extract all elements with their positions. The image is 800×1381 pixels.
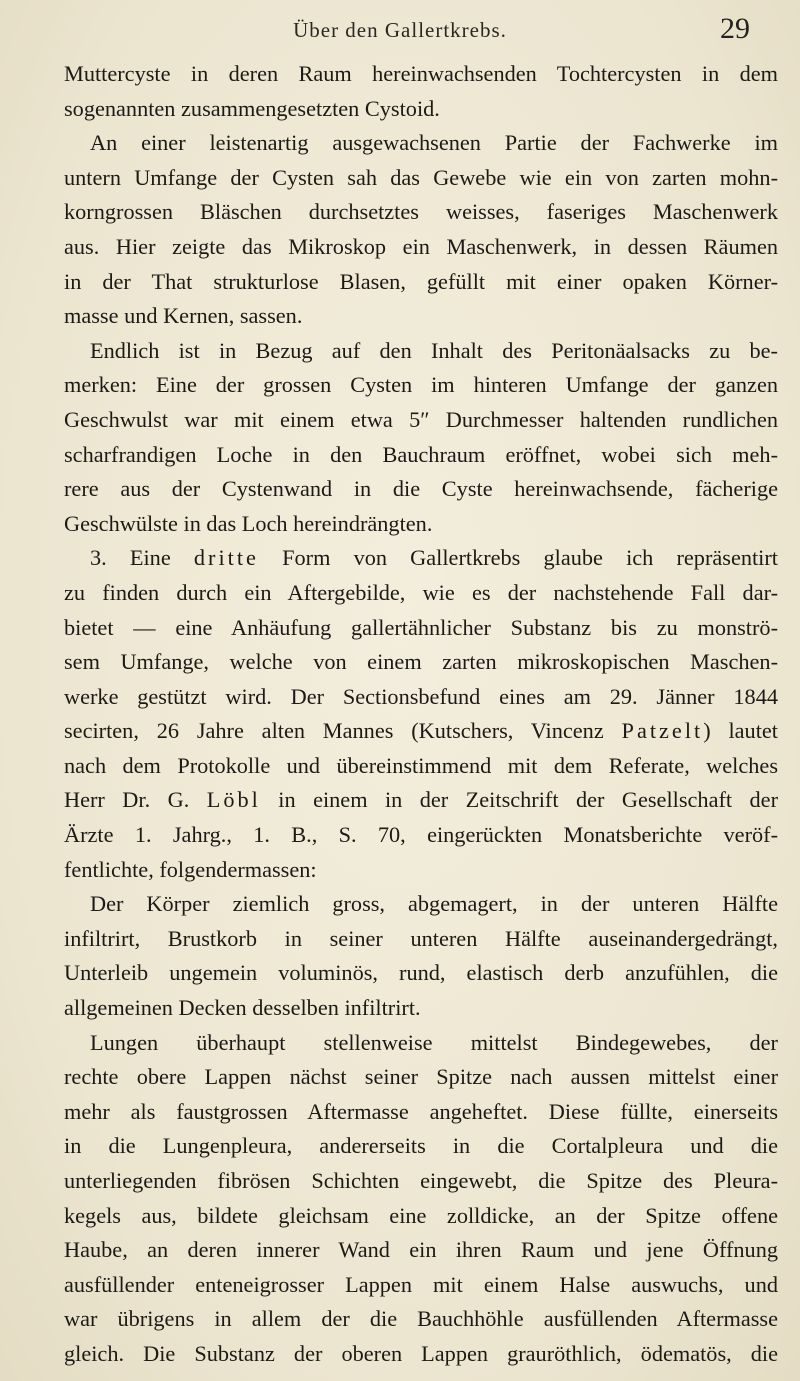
text-line	[64, 783, 778, 818]
spaced-name: Löbl	[206, 787, 261, 813]
text-line: rere aus der Cystenwand in die Cyste hereinwachsende, fächerige	[64, 476, 778, 502]
text-line: merken: Eine der grossen Cysten im hinteren Umfange der ganzen	[64, 372, 778, 398]
text-line: bietet — eine Anhäufung gallertähnlicher Substanz bis zu monströ-	[64, 614, 778, 640]
text-line: fentlichte, folgendermassen:	[64, 856, 317, 882]
page-number: 29	[720, 12, 750, 45]
text-line: An einer leistenartig ausgewachsenen Partie der Fachwerke im	[90, 130, 778, 156]
text-line: untern Umfange der Cysten sah das Gewebe wie ein von zarten mohn-	[64, 164, 778, 190]
text-line: Haube, an deren innerer Wand ein ihren Raum und jene Öffnung	[64, 1237, 778, 1263]
running-header	[0, 12, 800, 46]
text-line: unterliegenden fibrösen Schichten eingewebt, die Spitze des Pleura-	[64, 1168, 778, 1193]
text-line: infiltrirt, Brustkorb in seiner unteren Hälfte auseinandergedrängt,	[64, 925, 778, 951]
spaced-emphasis: dritte	[193, 545, 259, 571]
text-line: Muttercyste in deren Raum hereinwachsenden Tochtercysten in dem	[64, 61, 778, 86]
text-line: aus. Hier zeigte das Mikroskop ein Maschenwerk, in dessen Räumen	[64, 233, 778, 259]
text-line: scharfrandigen Loche in den Bauchraum eröffnet, wobei sich meh-	[64, 441, 778, 467]
text-line: werke gestützt wird. Der Sectionsbefund eines am 29. Jänner 1844	[64, 683, 778, 709]
text-line: Der Körper ziemlich gross, abgemagert, in der unteren Hälfte	[90, 891, 778, 917]
text-line: in der That strukturlose Blasen, gefüllt mit einer opaken Körner-	[64, 268, 778, 294]
text-line: Unterleib ungemein voluminös, rund, elastisch derb anzufühlen, die	[64, 960, 778, 986]
text-segment: ) lautet	[703, 718, 778, 744]
text-segment: 3. Eine	[90, 545, 194, 571]
text-line	[64, 541, 778, 576]
text-line: Geschwülste in das Loch hereindrängten.	[64, 510, 433, 536]
text-segment: secirten, 26 Jahre alten Mannes (Kutschers, Vincenz	[64, 718, 622, 744]
text-line	[64, 714, 778, 749]
text-line: Lungen überhaupt stellenweise mittelst Bindegewebes, der	[90, 1029, 778, 1055]
text-line: korngrossen Bläschen durchsetztes weisses, faseriges Maschenwerk	[64, 199, 778, 225]
text-line: masse und Kernen, sassen.	[64, 303, 303, 329]
text-line: nach dem Protokolle und übereinstimmend mit dem Referate, welches	[64, 752, 778, 778]
text-line: sem Umfange, welche von einem zarten mikroskopischen Maschen-	[64, 649, 778, 675]
text-line: mehr als faustgrossen Aftermasse angeheftet. Diese füllte, einerseits	[64, 1098, 778, 1124]
text-line: rechte obere Lappen nächst seiner Spitze nach aussen mittelst einer	[64, 1064, 778, 1090]
text-line: war übrigens in allem der die Bauchhöhle ausfüllenden Aftermasse	[64, 1306, 778, 1332]
text-line: Ärzte 1. Jahrg., 1. B., S. 70, eingerückten Monatsberichte veröf-	[64, 822, 778, 848]
text-line: gleich. Die Substanz der oberen Lappen grauröthlich, ödematös, die	[64, 1340, 778, 1366]
text-line: in die Lungenpleura, andererseits in die Cortalpleura und die	[64, 1133, 778, 1159]
text-segment: Herr Dr. G.	[64, 787, 207, 813]
body-text	[64, 57, 778, 1372]
text-line: allgemeinen Decken desselben infiltrirt.	[64, 995, 421, 1021]
spaced-name: Patzelt	[621, 718, 704, 744]
text-line: sogenannten zusammengesetzten Cystoid.	[64, 95, 440, 121]
text-line: ausfüllender enteneigrosser Lappen mit einem Halse auswuchs, und	[64, 1271, 778, 1297]
text-line: kegels aus, bildete gleichsam eine zolldicke, an der Spitze offene	[64, 1202, 778, 1228]
text-segment: in einem in der Zeitschrift der Gesellschaft der	[260, 787, 778, 813]
text-segment: Form von Gallertkrebs glaube ich repräsentirt	[258, 545, 779, 571]
text-line: zu finden durch ein Aftergebilde, wie es der nachstehende Fall dar-	[64, 579, 778, 605]
text-line: Endlich ist in Bezug auf den Inhalt des Peritonäalsacks zu be-	[90, 337, 778, 363]
text-line: Geschwulst war mit einem etwa 5″ Durchmesser haltenden rundlichen	[64, 406, 778, 432]
running-title: Über den Gallertkrebs.	[293, 18, 507, 42]
